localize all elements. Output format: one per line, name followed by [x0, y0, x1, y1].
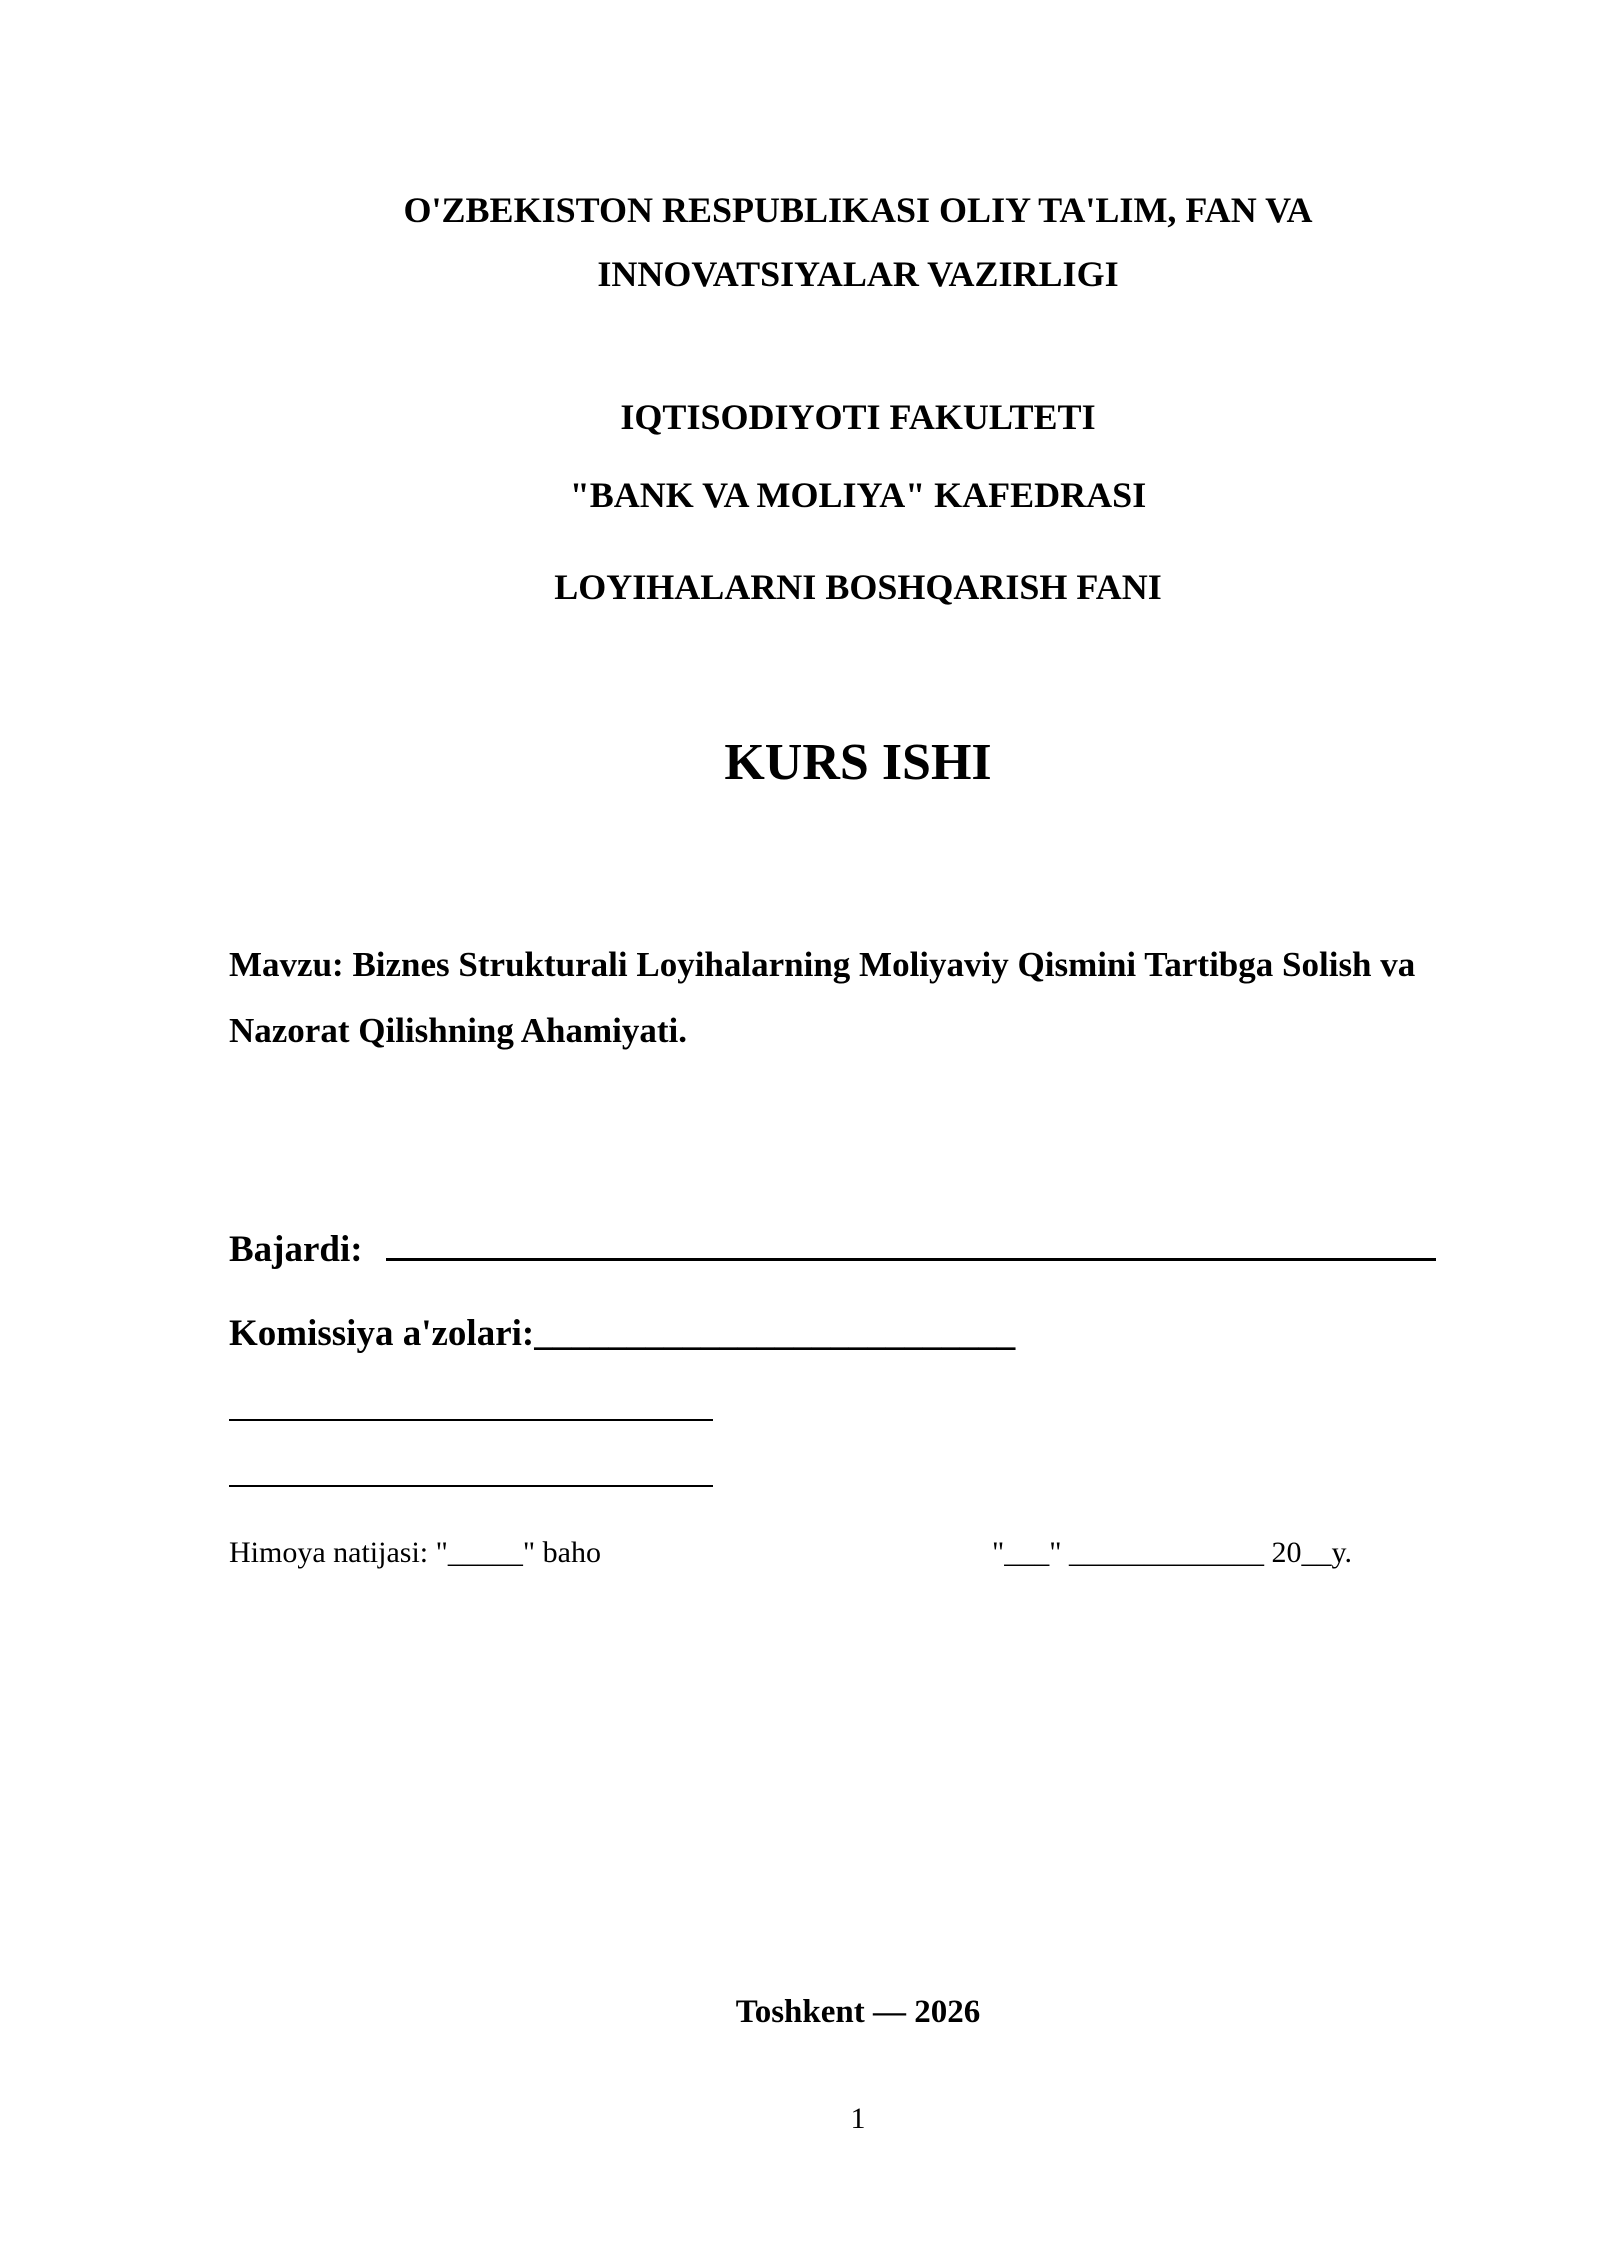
document-title: KURS ISHI: [724, 734, 992, 791]
topic-text: Mavzu: Biznes Strukturali Loyihalarning Moliyaviy Qismini Tartibga Solish va Nazorat Qilishning Ahamiyati.: [229, 945, 1416, 1050]
subject-heading: LOYIHALARNI BOSHQARISH FANI: [554, 567, 1162, 607]
ministry-line-2: INNOVATSIYALAR VAZIRLIGI: [597, 254, 1119, 294]
bajardi-field: [229, 1228, 1436, 1271]
faculty-heading: IQTISODIYOTI FAKULTETI: [620, 397, 1096, 437]
komissiya-blank-line-1: [229, 1419, 713, 1421]
komissiya-field: Komissiya a'zolari:__________________________: [229, 1313, 1016, 1354]
department-heading: "BANK VA MOLIYA" KAFEDRASI: [569, 475, 1147, 515]
bajardi-blank-line: [386, 1228, 1436, 1261]
bajardi-label: Bajardi:: [229, 1229, 363, 1270]
city-year: Toshkent — 2026: [735, 1994, 981, 2030]
himoya-result: Himoya natijasi: "_____" baho: [229, 1536, 601, 1569]
ministry-line-1: O'ZBEKISTON RESPUBLIKASI OLIY TA'LIM, FAN VA: [403, 190, 1313, 230]
defense-date: "___" _____________ 20__y.: [992, 1536, 1353, 1569]
page-number: 1: [850, 2102, 866, 2135]
komissiya-blank-line-2: [229, 1485, 713, 1487]
ministry-heading: [0, 178, 1600, 306]
